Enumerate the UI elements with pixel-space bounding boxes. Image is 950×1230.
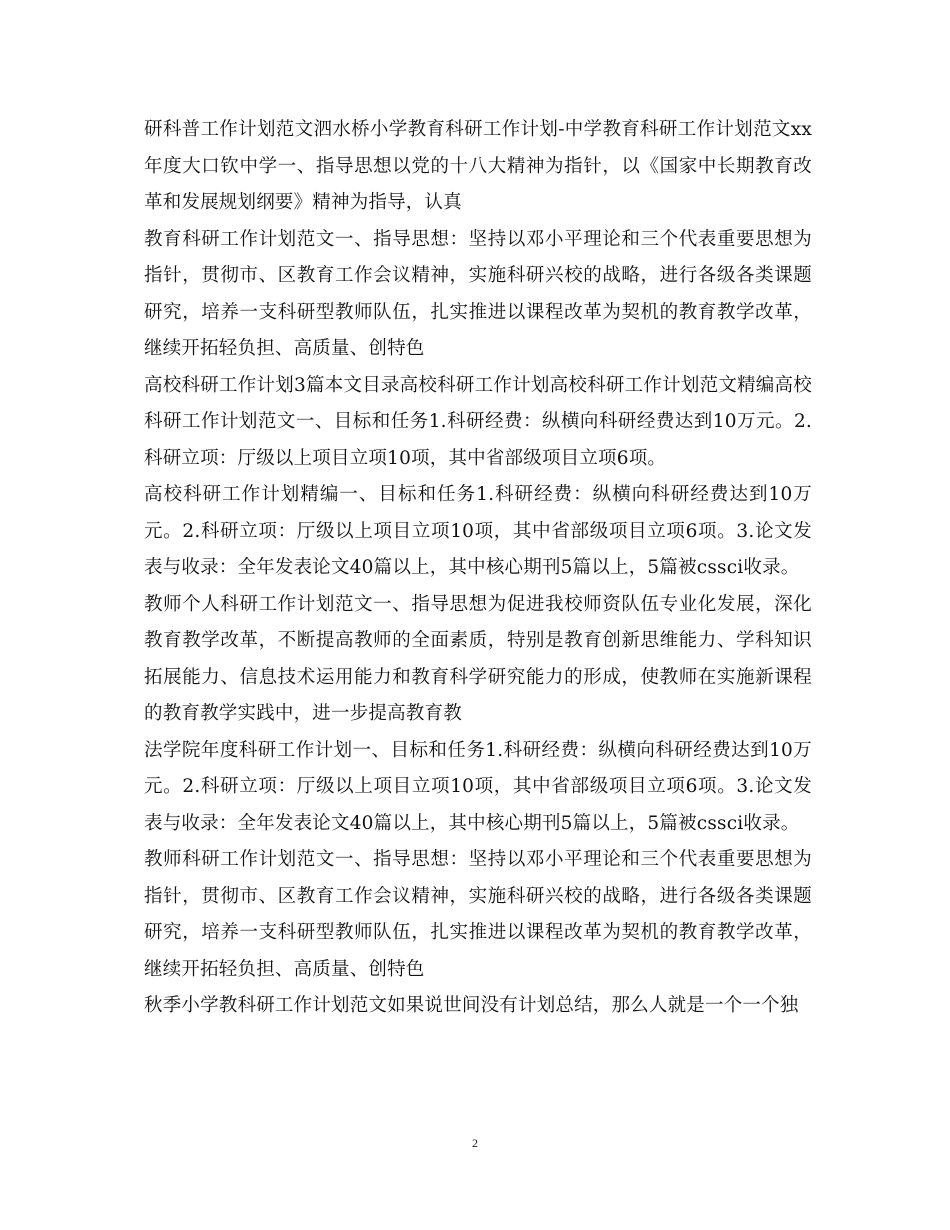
paragraph-7: 教师科研工作计划范文一、指导思想：坚持以邓小平理论和三个代表重要思想为指针，贯彻市、区教育工作会议精神，实施科研兴校的战略，进行各级各类课题研究，培养一支科研型教师队伍，扎实推进以课程改革为契机的教育教学改革，继续开拓轻负担、高质量、创特色 — [144, 849, 812, 980]
paragraph-8: 秋季小学教科研工作计划范文如果说世间没有计划总结，那么人就是一个一个独 — [144, 995, 799, 1016]
paragraph-4: 高校科研工作计划精编一、目标和任务1.科研经费：纵横向科研经费达到10万元。2.科研立项：厅级以上项目立项10项，其中省部级项目立项6项。3.论文发表与收录：全年发表论文40篇以上，其中核心期刊5篇以上，5篇被cssci收录。 — [144, 484, 812, 578]
page-number: 2 — [472, 1136, 478, 1150]
paragraph-1: 研科普工作计划范文泗水桥小学教育科研工作计划-中学教育科研工作计划范文xx年度大口钦中学一、指导思想以党的十八大精神为指针，以《国家中长期教育改革和发展规划纲要》精神为指导，认真 — [144, 119, 812, 213]
paragraph-6: 法学院年度科研工作计划一、目标和任务1.科研经费：纵横向科研经费达到10万元。2.科研立项：厅级以上项目立项10项，其中省部级项目立项6项。3.论文发表与收录：全年发表论文40篇以上，其中核心期刊5篇以上，5篇被cssci收录。 — [144, 739, 812, 834]
document-body — [144, 112, 812, 1025]
paragraph-5: 教师个人科研工作计划范文一、指导思想为促进我校师资队伍专业化发展，深化教育教学改革，不断提高教师的全面素质，特别是教育创新思维能力、学科知识拓展能力、信息技术运用能力和教育科学研究能力的形成，使教师在实施新课程的教育教学实践中，进一步提高教育教 — [144, 593, 812, 724]
paragraph-2: 教育科研工作计划范文一、指导思想：坚持以邓小平理论和三个代表重要思想为指针，贯彻市、区教育工作会议精神，实施科研兴校的战略，进行各级各类课题研究，培养一支科研型教师队伍，扎实推进以课程改革为契机的教育教学改革，继续开拓轻负担、高质量、创特色 — [144, 228, 812, 359]
paragraph-3: 高校科研工作计划3篇本文目录高校科研工作计划高校科研工作计划范文精编高校科研工作计划范文一、目标和任务1.科研经费：纵横向科研经费达到10万元。2.科研立项：厅级以上项目立项10项，其中省部级项目立项6项。 — [144, 374, 812, 469]
